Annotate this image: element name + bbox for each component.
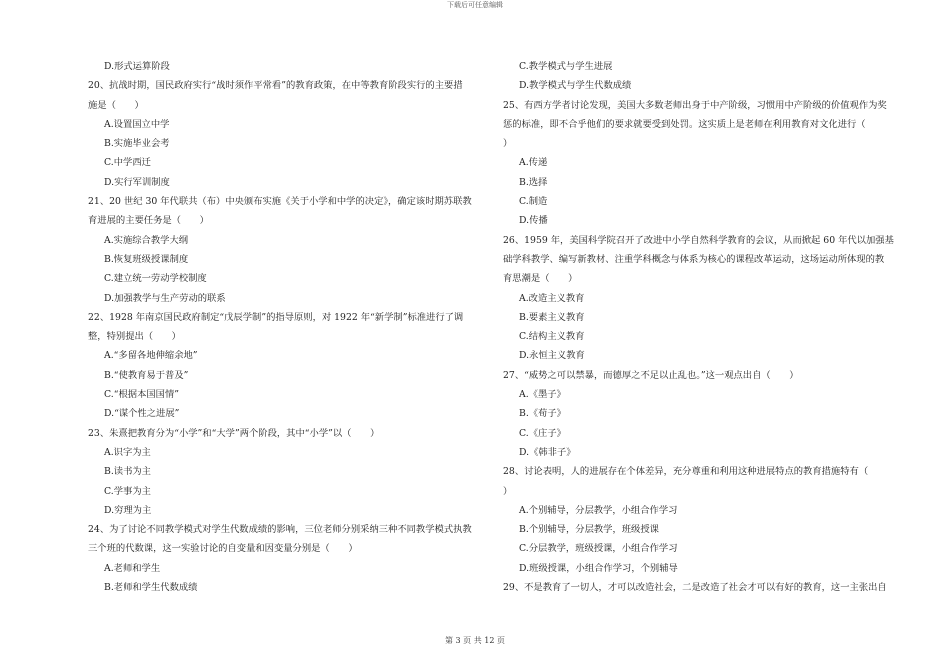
answer-option: D.加强教学与生产劳动的联系	[104, 292, 226, 304]
question-line: 23、朱熹把教育分为“小学”和“大学”两个阶段，其中“小学”以（ ）	[88, 427, 380, 439]
answer-option: A.“多留各地伸缩余地”	[104, 350, 198, 362]
answer-option: A.设置国立中学	[104, 118, 170, 130]
answer-option: B.“使教育易于普及”	[104, 369, 189, 381]
answer-option: B.要素主义教育	[519, 311, 585, 323]
question-continuation: 育进展的主要任务是（ ）	[88, 215, 209, 227]
answer-option: B.实施毕业会考	[104, 138, 170, 150]
question-continuation: ）	[503, 138, 513, 150]
answer-option: A.个别辅导，分层教学，小组合作学习	[519, 504, 678, 516]
answer-option: D.形式运算阶段	[104, 61, 170, 72]
question-continuation: 础学科教学、编写新教材、注重学科概念与体系为核心的课程改革运动，这场运动所体现的教	[503, 253, 885, 265]
answer-option: D.《韩非子》	[519, 446, 576, 458]
answer-option: A.《墨子》	[519, 389, 566, 401]
answer-option: D.班级授课，小组合作学习，个别辅导	[519, 562, 678, 574]
question-line: 22、1928 年南京国民政府制定“戊辰学制”的指导原则，对 1922 年“新学制”标准进行了调	[88, 311, 464, 323]
left-column	[88, 57, 490, 597]
right-column	[503, 57, 908, 597]
answer-option: B.恢复班级授课制度	[104, 253, 189, 265]
answer-option: B.老师和学生代数成绩	[104, 582, 198, 594]
answer-option: D.“谋个性之进展”	[104, 408, 180, 420]
answer-option: A.改造主义教育	[519, 292, 585, 304]
question-line: 29、不是教育了一切人，才可以改造社会，二是改造了社会才可以有好的教育，这一主张出自	[503, 582, 887, 594]
answer-option: B.《荀子》	[519, 408, 566, 420]
answer-option: C.教学模式与学生进展	[519, 61, 613, 72]
question-line: 21、20 世纪 30 年代联共（布）中央颁布实施《关于小学和中学的决定》，确定该时期苏联教	[88, 196, 472, 208]
answer-option: D.永恒主义教育	[519, 350, 585, 362]
answer-option: A.识字为主	[104, 446, 151, 458]
question-continuation: ）	[503, 485, 513, 497]
answer-option: C.结构主义教育	[519, 331, 585, 343]
page-header: 下载后可任意编辑	[447, 1, 503, 9]
question-continuation: 育思潮是（ ）	[503, 273, 578, 285]
answer-option: B.选择	[519, 176, 548, 188]
answer-option: A.实施综合教学大纲	[104, 234, 189, 246]
question-line: 20、抗战时期，国民政府实行“战时须作平常看”的教育政策，在中等教育阶段实行的主要措	[88, 80, 463, 92]
question-line: 25、有西方学者讨论发现，美国大多数老师出身于中产阶级，习惯用中产阶级的价值观作为奖	[503, 99, 887, 111]
answer-option: A.传递	[519, 157, 548, 169]
question-continuation: 惩的标准，即不合乎他们的要求就要受到处罚。这实质上是老师在利用教育对文化进行（	[503, 118, 866, 130]
answer-option: D.传播	[519, 215, 548, 227]
answer-option: C.《庄子》	[519, 427, 566, 439]
question-line: 27、“威势之可以禁暴，而德厚之不足以止乱也。”这一观点出自（ ）	[503, 369, 799, 381]
answer-option: B.读书为主	[104, 466, 151, 478]
question-line: 26、1959 年，美国科学院召开了改进中小学自然科学教育的会议，从而掀起 60 年代以加强基	[503, 234, 894, 246]
answer-option: D.实行军训制度	[104, 176, 170, 188]
answer-option: D.教学模式与学生代数成绩	[519, 80, 632, 92]
question-continuation: 三个班的代数课，这一实验讨论的自变量和因变量分别是（ ）	[88, 543, 358, 555]
question-line: 24、为了讨论不同教学模式对学生代数成绩的影响，三位老师分别采纳三种不同教学模式执教	[88, 524, 472, 536]
answer-option: C.“根据本国国情”	[104, 389, 180, 401]
answer-option: C.分层教学，班级授课，小组合作学习	[519, 543, 678, 555]
question-continuation: 整，特别提出（ ）	[88, 331, 181, 343]
answer-option: C.制造	[519, 196, 548, 208]
answer-option: C.学事为主	[104, 485, 151, 497]
page-footer: 第 3 页 共 12 页	[445, 636, 505, 645]
answer-option: A.老师和学生	[104, 562, 161, 574]
answer-option: C.中学西迁	[104, 157, 151, 169]
answer-option: D.穷理为主	[104, 504, 152, 516]
question-line: 28、讨论表明，人的进展存在个体差异，充分尊重和利用这种进展特点的教育措施特有（	[503, 466, 869, 478]
question-continuation: 施是（ ）	[88, 99, 144, 111]
answer-option: C.建立统一劳动学校制度	[104, 273, 207, 285]
answer-option: B.个别辅导，分层教学，班级授课	[519, 524, 659, 536]
